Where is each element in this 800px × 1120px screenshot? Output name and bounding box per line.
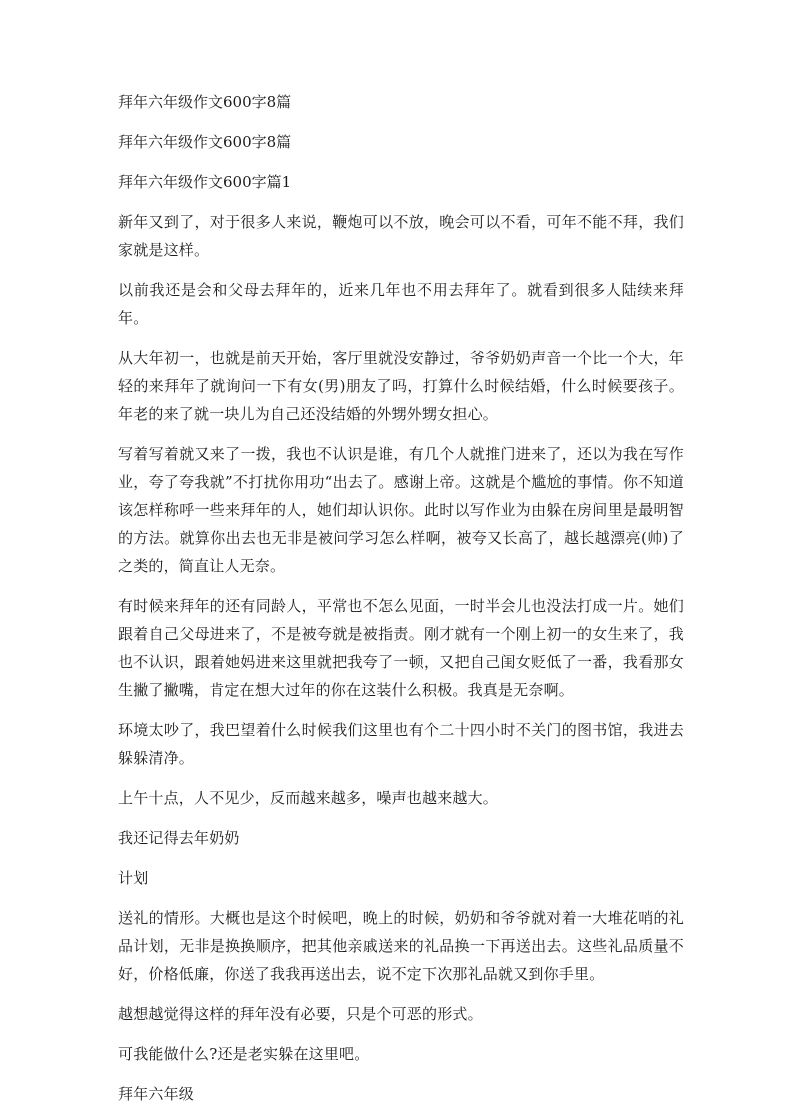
paragraph: 以前我还是会和父母去拜年的，近来几年也不用去拜年了。就看到很多人陆续来拜年。: [118, 281, 684, 327]
paragraph: 可我能做什么?还是老实躲在这里吧。: [118, 1045, 370, 1063]
paragraph: 拜年六年级: [118, 1085, 195, 1103]
section-title: 拜年六年级作文600字篇1: [118, 173, 292, 191]
paragraph: 计划: [118, 869, 149, 887]
paragraph: 送礼的情形。大概也是这个时候吧，晚上的时候，奶奶和爷爷就对着一大堆花哨的礼品计划，无非是换换顺序，把其他亲戚送来的礼品换一下再送出去。这些礼品质量不好，价格低廉，你送了我我再送出去，说不定下次那礼品就又到你手里。: [118, 909, 684, 983]
paragraph: 我还记得去年奶奶: [118, 829, 240, 847]
paragraph: 从大年初一，也就是前天开始，客厅里就没安静过，爷爷奶奶声音一个比一个大，年轻的来拜年了就询问一下有女(男)朋友了吗，打算什么时候结婚，什么时候要孩子。年老的来了就一块儿为自己还没结婚的外甥外甥女担心。: [118, 349, 684, 423]
document-page: [118, 88, 684, 1120]
document-title-repeat: 拜年六年级作文600字8篇: [118, 133, 292, 151]
paragraph: 环境太吵了，我巴望着什么时候我们这里也有个二十四小时不关门的图书馆，我进去躲躲清净。: [118, 721, 684, 767]
paragraph: 越想越觉得这样的拜年没有必要，只是个可恶的形式。: [118, 1005, 483, 1023]
document-title: 拜年六年级作文600字8篇: [118, 93, 292, 111]
paragraph: 有时候来拜年的还有同龄人，平常也不怎么见面，一时半会儿也没法打成一片。她们跟着自己父母进来了，不是被夸就是被指责。刚才就有一个刚上初一的女生来了，我也不认识，跟着她妈进来这里就把我夸了一顿，又把自己闺女贬低了一番，我看那女生撇了撇嘴，肯定在想大过年的你在这装什么积极。我真是无奈啊。: [118, 597, 684, 699]
paragraph: 写着写着就又来了一拨，我也不认识是谁，有几个人就推门进来了，还以为我在写作业，夸了夸我就”不打扰你用功“出去了。感谢上帝。这就是个尴尬的事情。你不知道该怎样称呼一些来拜年的人，她们却认识你。此时以写作业为由躲在房间里是最明智的方法。就算你出去也无非是被问学习怎么样啊，被夸又长高了，越长越漂亮(帅)了之类的，简直让人无奈。: [118, 445, 684, 575]
paragraph: 新年又到了，对于很多人来说，鞭炮可以不放，晚会可以不看，可年不能不拜，我们家就是这样。: [118, 213, 684, 259]
paragraph: 上午十点，人不见少，反而越来越多，噪声也越来越大。: [118, 789, 499, 807]
